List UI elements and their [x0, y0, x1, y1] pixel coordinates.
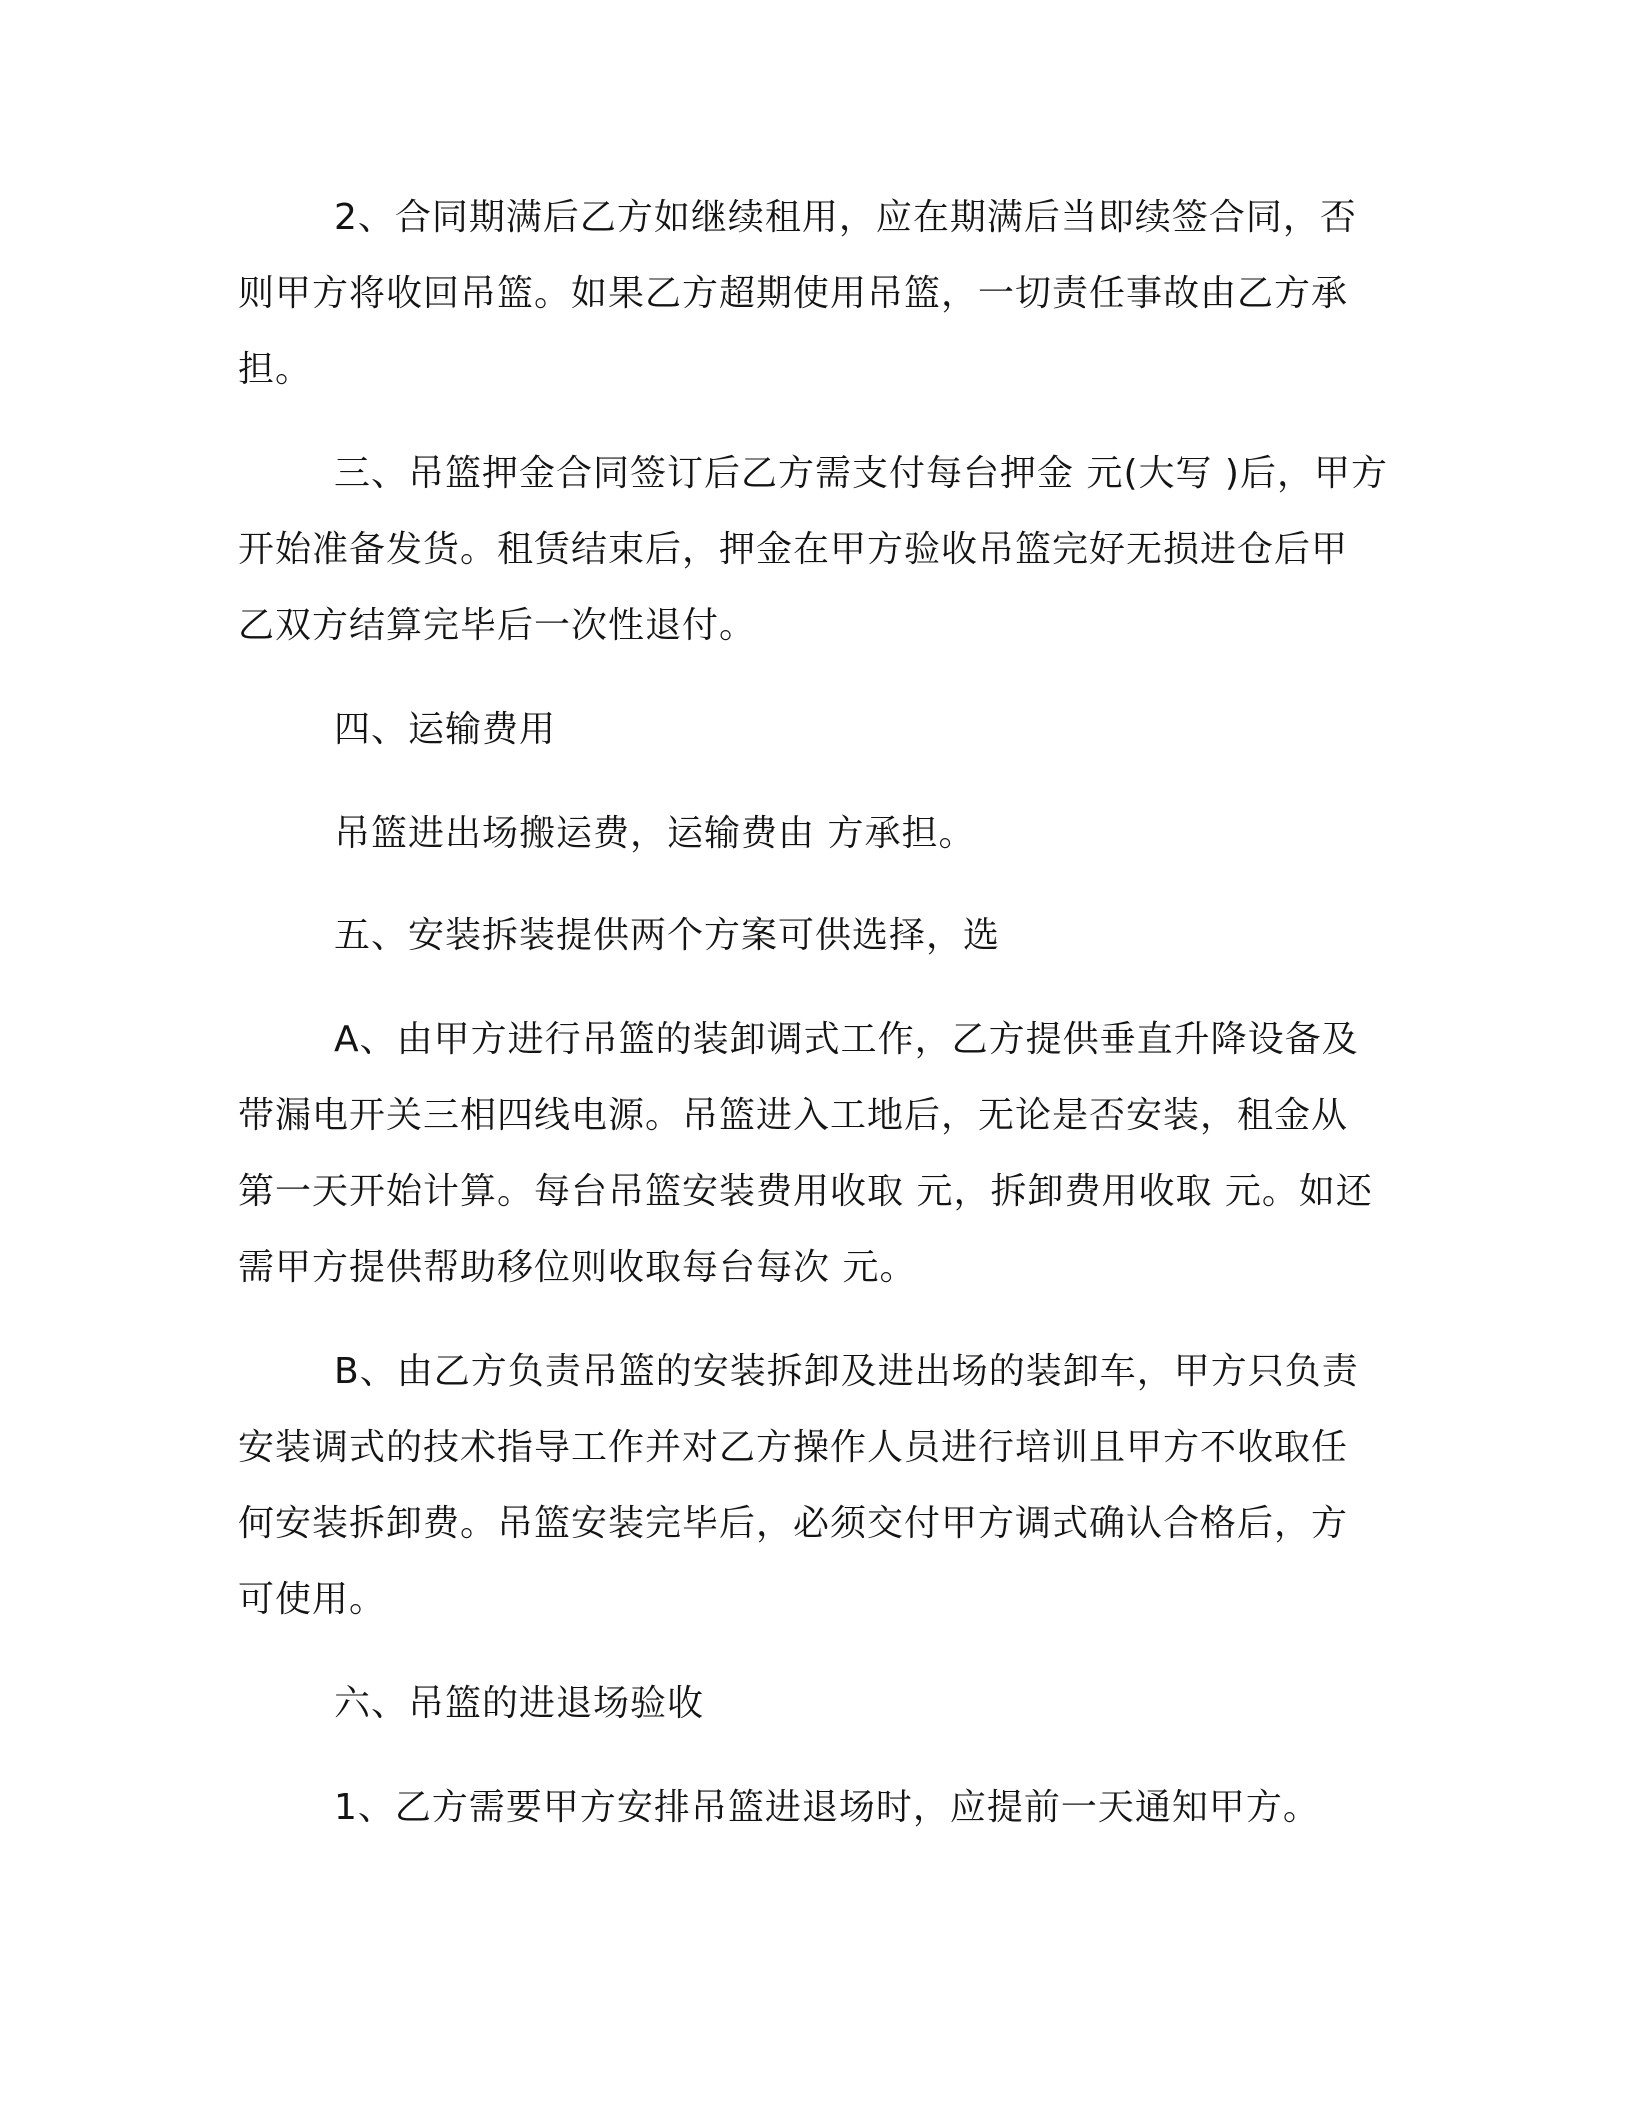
- text-line: 需甲方提供帮助移位则收取每台每次 元。: [238, 1247, 917, 1288]
- text-line: 乙双方结算完毕后一次性退付。: [238, 605, 757, 646]
- text-line: 2、合同期满后乙方如继续租用，应在期满后当即续签合同，否: [334, 197, 1357, 238]
- section-heading: 四、运输费用: [334, 709, 557, 750]
- text-line: B、由乙方负责吊篮的安装拆卸及进出场的装卸车，甲方只负责: [334, 1351, 1359, 1392]
- text-line: 可使用。: [238, 1579, 387, 1620]
- text-line: 吊篮进出场搬运费，运输费由 方承担。: [334, 813, 976, 854]
- text-line: 何安装拆卸费。吊篮安装完毕后，必须交付甲方调式确认合格后，方: [238, 1503, 1349, 1544]
- text-line: 1、乙方需要甲方安排吊篮进退场时，应提前一天通知甲方。: [334, 1787, 1320, 1828]
- text-line: 安装调式的技术指导工作并对乙方操作人员进行培训且甲方不收取任: [238, 1427, 1349, 1468]
- text-line: 带漏电开关三相四线电源。吊篮进入工地后，无论是否安装，租金从: [238, 1095, 1349, 1136]
- text-line: 第一天开始计算。每台吊篮安装费用收取 元，拆卸费用收取 元。如还: [238, 1171, 1373, 1212]
- text-line: A、由甲方进行吊篮的装卸调式工作，乙方提供垂直升降设备及: [334, 1019, 1359, 1060]
- section-heading: 六、吊篮的进退场验收: [334, 1683, 705, 1724]
- text-line: 开始准备发货。租赁结束后，押金在甲方验收吊篮完好无损进仓后甲: [238, 529, 1349, 570]
- text-line: 则甲方将收回吊篮。如果乙方超期使用吊篮，一切责任事故由乙方承: [238, 273, 1349, 314]
- section-heading: 五、安装拆装提供两个方案可供选择，选: [334, 915, 1001, 956]
- text-line: 担。: [238, 349, 313, 390]
- text-line: 三、吊篮押金合同签订后乙方需支付每台押金 元(大写 )后，甲方: [334, 453, 1388, 494]
